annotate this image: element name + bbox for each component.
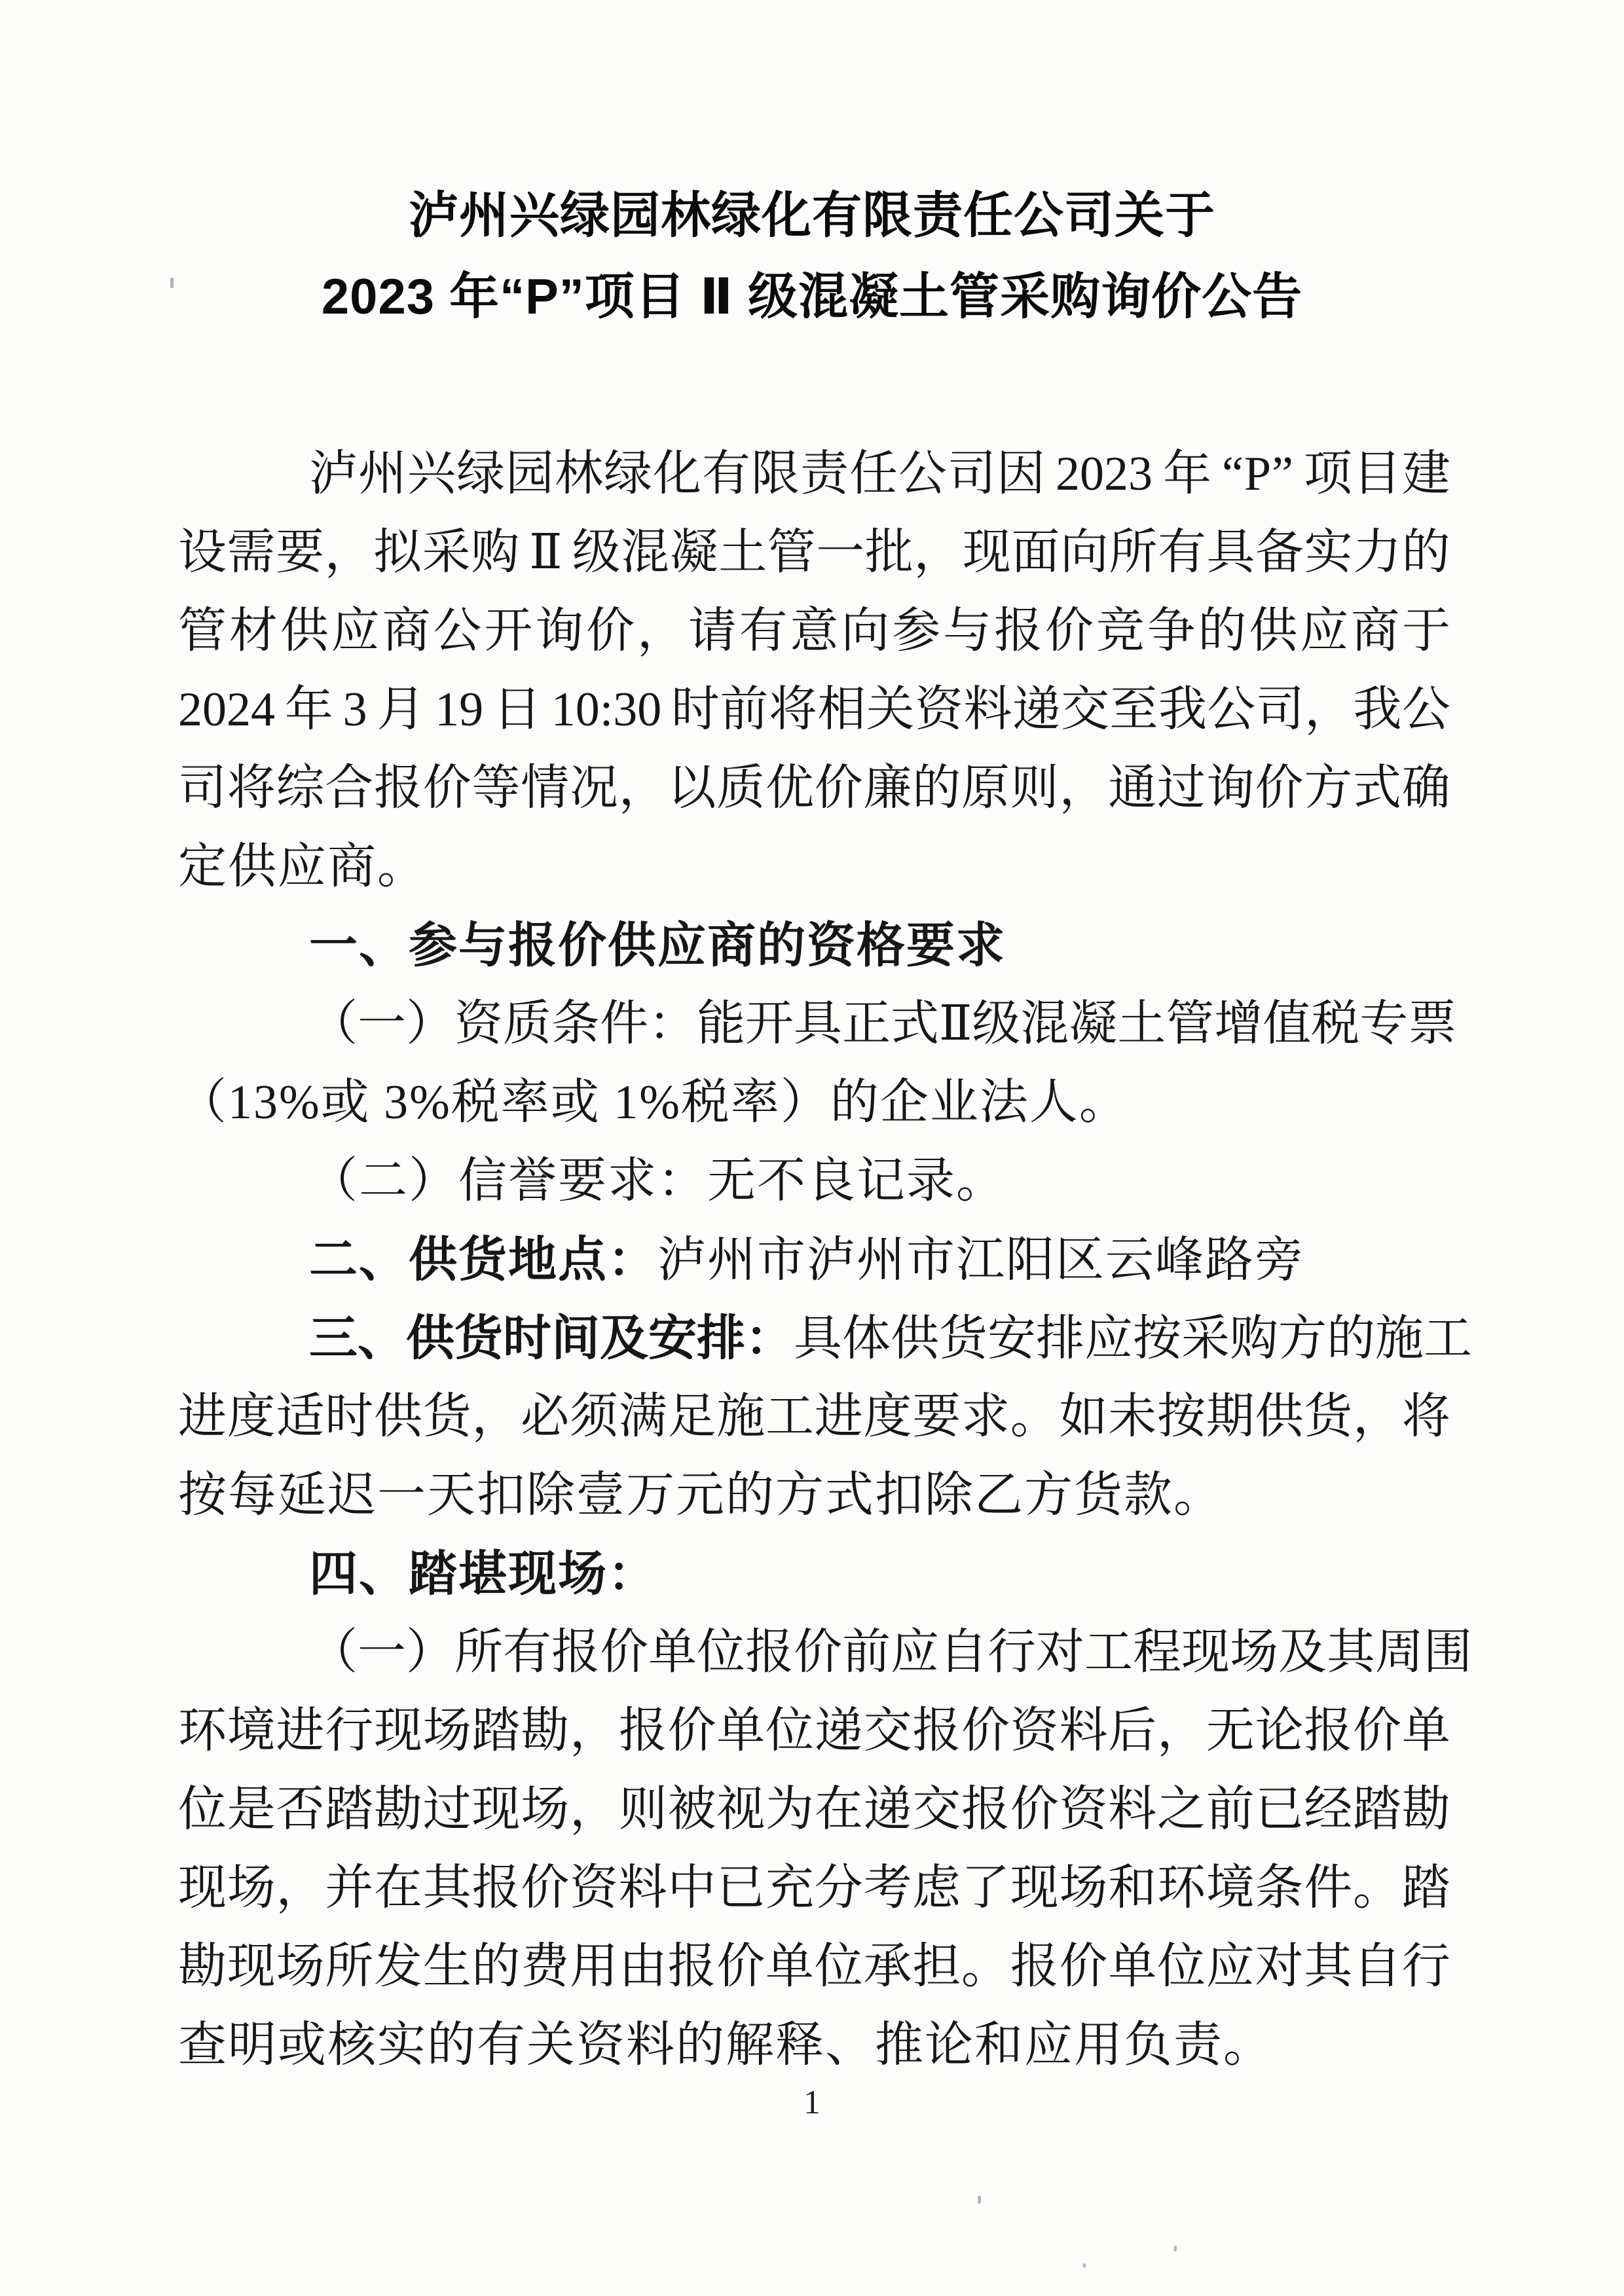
text-line: 定供应商。 — [178, 840, 427, 894]
text-line: 位 是 否 踏 勘 过 现 场 ， 则 被 视 为 在 递 交 报 价 资 料 之 前 已 经 踏 勘 — [178, 1783, 1450, 1836]
text-line: 三 、 供 货 时 间 及 安 排 ： 具 体 供 货 安 排 应 按 采 购 方 的 施 工 — [309, 1311, 1472, 1366]
text-line: 勘 现 场 所 发 生 的 费 用 由 报 价 单 位 承 担 。 报 价 单 位 应 对 其 自 行 — [178, 1940, 1450, 1994]
section-heading-line: 一、参与报价供应商的资格要求 — [309, 918, 1006, 972]
text-line: 司 将 综 合 报 价 等 情 况 ， 以 质 优 价 廉 的 原 则 ， 通 过 询 价 方 式 确 — [178, 761, 1450, 815]
text-line: （二）信誉要求：无不良记录。 — [309, 1154, 1006, 1208]
section-heading-line: 四、踏堪现场： — [309, 1546, 657, 1601]
text-line: 二、供货地点：泸州市泸州市江阳区云峰路旁 — [309, 1232, 1304, 1287]
scan-speck — [1174, 2246, 1177, 2251]
text-line: （ 一 ） 资 质 条 件 ： 能 开 具 正 式 Ⅱ 级 混 凝 土 管 增 值 税 专 票 — [309, 997, 1457, 1051]
document-title — [0, 175, 1624, 338]
title-line-1: 泸州兴绿园林绿化有限责任公司关于 — [409, 188, 1215, 244]
text-line: 按每延迟一天扣除壹万元的方式扣除乙方货款。 — [178, 1468, 1223, 1522]
text-line: 泸 州 兴 绿 园 林 绿 化 有 限 责 任 公 司 因 2023 年 “ P ” 项 目 建 — [309, 447, 1450, 501]
scan-speck — [170, 278, 174, 288]
text-line: 查明或核实的有关资料的解释、推论和应用负责。 — [178, 2018, 1273, 2072]
text-line: （13%或 3%税率或 1%税率）的企业法人。 — [178, 1076, 1129, 1129]
scan-speck — [978, 2196, 981, 2204]
title-line-2: 2023 年“P”项目 Ⅱ 级混凝土管采购询价公告 — [321, 269, 1303, 325]
document-body — [178, 435, 1472, 2085]
text-line: （ 一 ） 所 有 报 价 单 位 报 价 前 应 自 行 对 工 程 现 场 及 其 周 围 — [309, 1626, 1472, 1679]
text-line: 现 场 ， 并 在 其 报 价 资 料 中 已 充 分 考 虑 了 现 场 和 环 境 条 件 。 踏 — [178, 1861, 1450, 1915]
text-line: 2024 年 3 月 19 日 10:30 时 前 将 相 关 资 料 递 交 至 我 公 司 ， 我 公 — [178, 683, 1450, 737]
text-line: 进 度 适 时 供 货 ， 必 须 满 足 施 工 进 度 要 求 。 如 未 按 期 供 货 ， 将 — [178, 1390, 1450, 1444]
scan-speck — [1083, 2263, 1086, 2268]
text-line: 环 境 进 行 现 场 踏 勘 ， 报 价 单 位 递 交 报 价 资 料 后 ， 无 论 报 价 单 — [178, 1704, 1450, 1758]
text-line: 设 需 要 ， 拟 采 购 Ⅱ 级 混 凝 土 管 一 批 ， 现 面 向 所 有 具 备 实 力 的 — [178, 526, 1450, 579]
text-line: 管 材 供 应 商 公 开 询 价 ， 请 有 意 向 参 与 报 价 竞 争 的 供 应 商 于 — [178, 604, 1450, 658]
page-number: 1 — [803, 2084, 821, 2121]
